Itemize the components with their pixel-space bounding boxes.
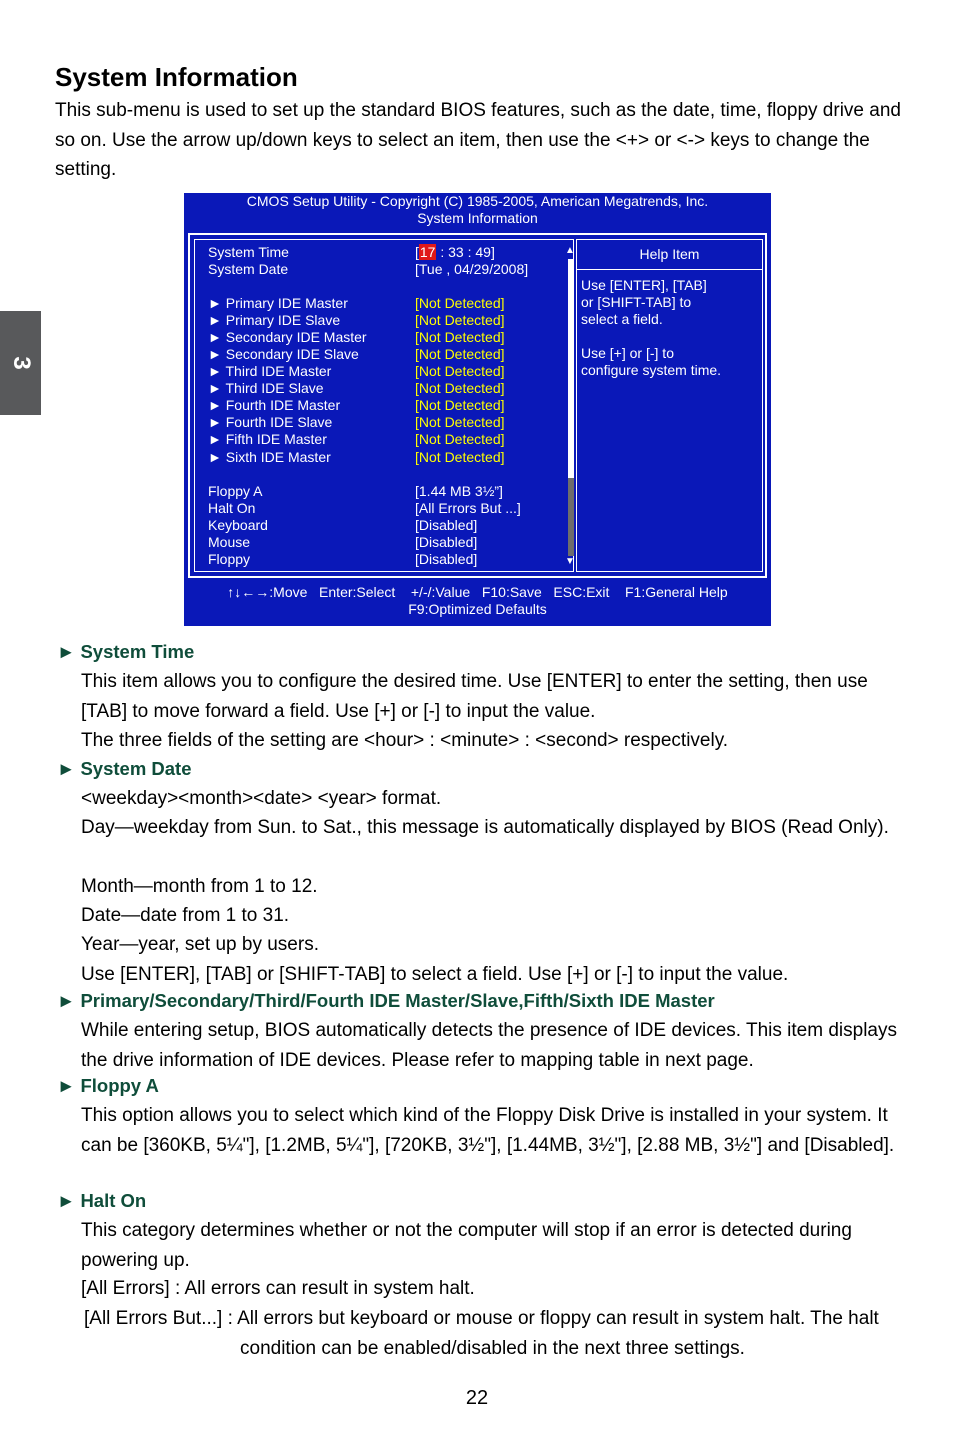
paragraph: This category determines whether or not the computer will stop if an error is detected during powering up. xyxy=(81,1220,852,1271)
bios-screenshot xyxy=(184,193,771,626)
setting-label: Mouse xyxy=(208,534,251,550)
bios-key-legend-line1: ↑↓←→:Move Enter:Select +/-/:Value F10:Save ESC:Exit F1:General Help xyxy=(227,584,728,600)
setting-value: [All Errors But ...] xyxy=(415,500,521,516)
setting-value: [Disabled] xyxy=(415,534,478,550)
paragraph: This item allows you to configure the desired time. Use [ENTER] to enter the setting, then use [TAB] to move forward a field. Use [+] or [-] to input the value. xyxy=(81,671,868,722)
setting-value: [Not Detected] xyxy=(415,397,505,413)
paragraph: Year—year, set up by users. xyxy=(81,934,319,955)
setting-label: ► Fifth IDE Master xyxy=(208,431,327,447)
setting-value: [Disabled] xyxy=(415,551,478,567)
setting-value: [Not Detected] xyxy=(415,414,505,430)
scrollbar-thumb[interactable] xyxy=(568,478,574,556)
bios-help-panel xyxy=(576,239,763,572)
setting-label: Floppy A xyxy=(208,483,263,499)
setting-label: ► Third IDE Slave xyxy=(208,380,324,396)
setting-value: [17 : 33 : 49] xyxy=(415,244,495,260)
bios-header-menu-title: System Information xyxy=(417,210,538,226)
section-heading-floppy-a: ► Floppy A xyxy=(57,1075,159,1096)
setting-value: [Disabled] xyxy=(415,517,478,533)
scroll-up-arrow-icon[interactable]: ▲ xyxy=(565,245,575,256)
setting-label: ► Fourth IDE Master xyxy=(208,397,341,413)
paragraph: Use [ENTER], [TAB] or [SHIFT-TAB] to select a field. Use [+] or [-] to input the value. xyxy=(81,964,789,985)
scrollbar-track[interactable] xyxy=(568,259,574,556)
scroll-down-arrow-icon[interactable]: ▼ xyxy=(565,556,575,567)
time-hour-field[interactable]: 17 xyxy=(419,244,436,260)
setting-label: System Time xyxy=(208,244,289,260)
paragraph: The three fields of the setting are <hour> : <minute> : <second> respectively. xyxy=(81,730,729,751)
paragraph: Month—month from 1 to 12. xyxy=(81,876,318,897)
bios-settings-panel xyxy=(194,239,574,572)
chapter-number: 3 xyxy=(7,356,35,370)
intro-paragraph: This sub-menu is used to set up the standard BIOS features, such as the date, time, floppy drive and so on. Use the arrow up/down keys to select an item, then use the <+> or <-> keys to change the setting. xyxy=(55,100,901,180)
paragraph: <weekday><month><date> <year> format. xyxy=(81,788,442,809)
setting-label: Halt On xyxy=(208,500,256,516)
setting-value: [1.44 MB 3½”] xyxy=(415,483,503,499)
setting-label: ► Primary IDE Master xyxy=(208,295,348,311)
page-number: 22 xyxy=(465,1387,489,1409)
paragraph: [All Errors] : All errors can result in system halt. xyxy=(81,1278,475,1299)
setting-label: ► Primary IDE Slave xyxy=(208,312,341,328)
section-heading-system-date: ► System Date xyxy=(57,758,192,779)
setting-label: ► Sixth IDE Master xyxy=(208,449,331,465)
paragraph: While entering setup, BIOS automatically detects the presence of IDE devices. This item displays the drive information of IDE devices. Please refer to mapping table in next page. xyxy=(81,1020,897,1071)
setting-label: ► Secondary IDE Slave xyxy=(208,346,359,362)
setting-value: [Not Detected] xyxy=(415,346,505,362)
bios-header xyxy=(184,193,771,227)
setting-label: ► Fourth IDE Slave xyxy=(208,414,333,430)
paragraph: This option allows you to select which kind of the Floppy Disk Drive is installed in your system. It can be [360KB, 5¼"], [1.2MB, 5¼"], [720KB, 3½"], [1.44MB, 3½"], [2.88 MB, 3½"] and [Disabled]. xyxy=(81,1105,895,1156)
page-title: System Information xyxy=(55,62,298,92)
setting-label: Floppy xyxy=(208,551,251,567)
setting-label: ► Third IDE Master xyxy=(208,363,332,379)
setting-value: [Not Detected] xyxy=(415,363,505,379)
setting-value: [Not Detected] xyxy=(415,431,505,447)
help-panel-title: Help Item xyxy=(577,240,762,270)
bios-frame xyxy=(188,233,767,578)
paragraph: [All Errors But...] : All errors but keyboard or mouse or floppy can result in system halt. The halt condition can be enabled/disabled in the next three settings. xyxy=(84,1308,879,1359)
bios-key-legend xyxy=(184,584,771,618)
setting-label: ► Secondary IDE Master xyxy=(208,329,367,345)
section-heading-halt-on: ► Halt On xyxy=(57,1190,147,1211)
paragraph: Day—weekday from Sun. to Sat., this message is automatically displayed by BIOS (Read Only). xyxy=(81,817,889,838)
setting-value: [Tue , 04/29/2008] xyxy=(415,261,529,277)
paragraph: Date—date from 1 to 31. xyxy=(81,905,290,926)
section-heading-ide: ► Primary/Secondary/Third/Fourth IDE Master/Slave,Fifth/Sixth IDE Master xyxy=(57,990,715,1011)
setting-value: [Not Detected] xyxy=(415,449,505,465)
help-panel-text: Use [ENTER], [TAB] or [SHIFT-TAB] to select a field. Use [+] or [-] to configure system time. xyxy=(581,277,722,378)
setting-value: [Not Detected] xyxy=(415,295,505,311)
chapter-tab xyxy=(0,311,41,415)
setting-label: Keyboard xyxy=(208,517,268,533)
setting-label: System Date xyxy=(208,261,289,277)
bios-key-legend-line2: F9:Optimized Defaults xyxy=(408,601,547,617)
section-heading-system-time: ► System Time xyxy=(57,641,195,662)
bios-header-copyright: CMOS Setup Utility - Copyright (C) 1985-2005, American Megatrends, Inc. xyxy=(246,193,709,209)
setting-value: [Not Detected] xyxy=(415,329,505,345)
setting-value: [Not Detected] xyxy=(415,312,505,328)
setting-value: [Not Detected] xyxy=(415,380,505,396)
